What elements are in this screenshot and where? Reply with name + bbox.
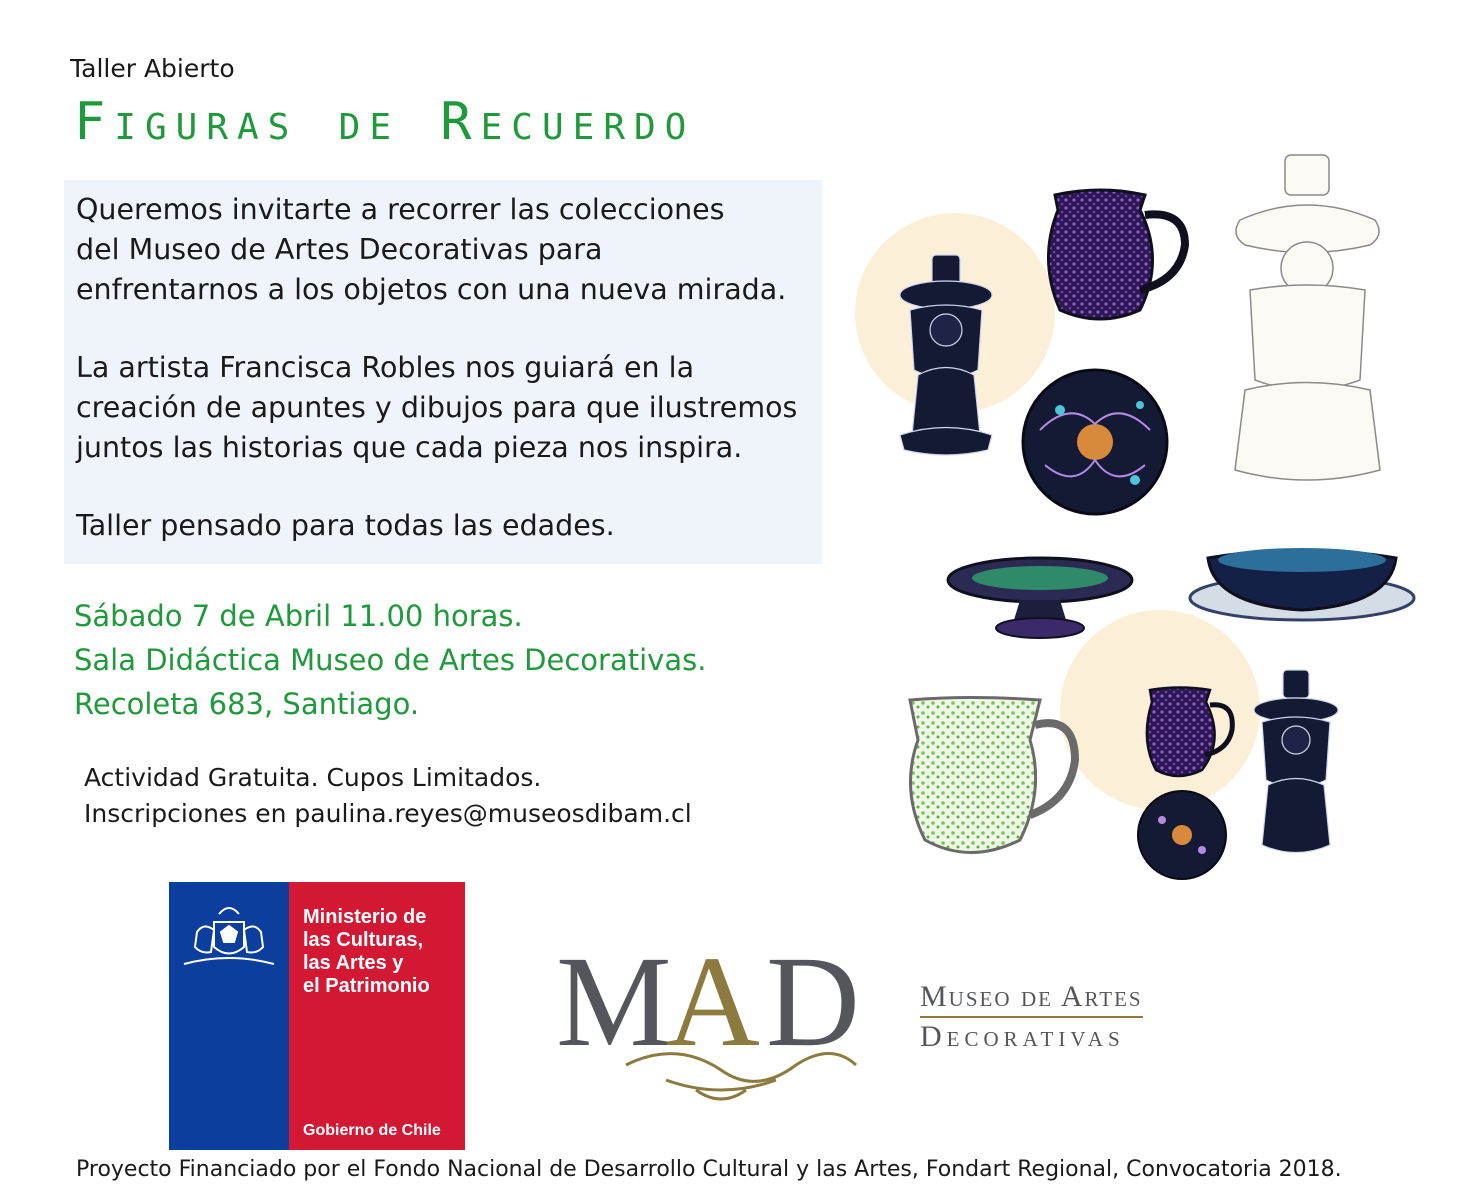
floral-plate-large bbox=[1023, 370, 1167, 514]
museum-name-line-1: Museo de Artes bbox=[920, 980, 1143, 1013]
intro-box bbox=[64, 180, 822, 564]
ministry-logo-red-panel bbox=[289, 882, 465, 1150]
mad-monogram-a: A bbox=[666, 930, 760, 1074]
green-speckled-jug bbox=[910, 698, 1075, 853]
floral-plate-small bbox=[1138, 791, 1226, 879]
intro-paragraph-1: Queremos invitarte a recorrer las colecciones del Museo de Artes Decorativas para enfrentarnos a los objetos con una nueva mirada. bbox=[76, 193, 787, 306]
cup-and-saucer bbox=[1190, 548, 1414, 620]
ministry-name: Ministerio de las Culturas, las Artes y el Patrimonio bbox=[303, 906, 430, 997]
sketch-caryatid-figure bbox=[1235, 155, 1380, 480]
event-notes bbox=[84, 760, 692, 832]
intro-paragraph-2: La artista Francisca Robles nos guiará en la creación de apuntes y dibujos para que ilustremos juntos las historias que cada pieza nos inspira. bbox=[76, 351, 798, 464]
event-date: Sábado 7 de Abril 11.00 horas. bbox=[74, 599, 523, 633]
ministry-logo-blue-panel bbox=[169, 882, 289, 1150]
coat-of-arms-icon bbox=[169, 892, 289, 992]
government-name: Gobierno de Chile bbox=[303, 1122, 441, 1139]
event-address: Recoleta 683, Santiago. bbox=[74, 687, 420, 721]
free-activity-note: Actividad Gratuita. Cupos Limitados. bbox=[84, 763, 542, 792]
signup-note: Inscripciones en paulina.reyes@museosdibam.cl bbox=[84, 799, 692, 828]
pedestal-dish bbox=[948, 558, 1132, 638]
museum-name-line-2: Decorativas bbox=[920, 1016, 1143, 1054]
dark-caryatid-figure-upper bbox=[900, 255, 992, 455]
ministry-logo bbox=[169, 882, 465, 1150]
dark-caryatid-figure-lower bbox=[1254, 670, 1338, 853]
intro-paragraph-3: Taller pensado para todas las edades. bbox=[76, 509, 615, 542]
event-venue: Sala Didáctica Museo de Artes Decorativas. bbox=[74, 643, 707, 677]
event-kicker: Taller Abierto bbox=[70, 54, 235, 83]
event-details bbox=[74, 594, 706, 726]
mad-logo bbox=[556, 930, 896, 1110]
mad-monogram-d: D bbox=[766, 930, 860, 1074]
purple-jug-large bbox=[1048, 190, 1185, 319]
event-title: Figuras de Recuerdo bbox=[74, 92, 696, 152]
decorative-objects-illustration bbox=[840, 150, 1460, 880]
funding-footer: Proyecto Financiado por el Fondo Nacional de Desarrollo Cultural y las Artes, Fondart Regional, Convocatoria 2018. bbox=[76, 1157, 1342, 1182]
museum-name bbox=[920, 980, 1143, 1054]
mad-monogram-m: M bbox=[556, 930, 672, 1074]
